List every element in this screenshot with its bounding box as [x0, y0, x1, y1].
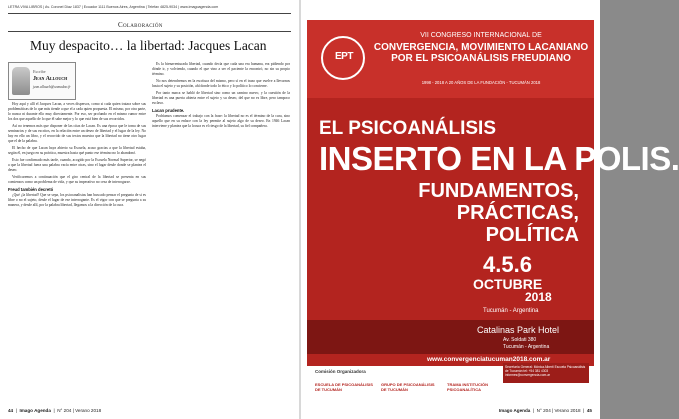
- venue-city: Tucumán - Argentina: [503, 344, 550, 350]
- article-column-2: [152, 62, 290, 408]
- logo-text: EPT: [335, 51, 353, 62]
- paragraph: Hoy aquí y allí el Jacques Lacan, a veces dispersos, como si cada quien tratara sobre sus problemáticas de lo que más tiende a que el a cada quien propuesta. El mismo, por otra parte, lo nunca ni durante ello muy directamente. Por eso, ser profundo en el mismo rumor entre los dos que aquello de lo que él sabe mejor y lo que está bien de sus recorridos.: [8, 102, 146, 122]
- page-header: LETRA VIVA LIBROS | Av. Coronel Díaz 1837 | Ecuador 1111 Buenos Aires, Argentina | Telefax 4825-9034 | www.imagoagenda.com: [8, 5, 219, 9]
- author-email[interactable]: jean.allouch@wanadoo.fr: [33, 85, 71, 89]
- page-number: 44: [8, 408, 14, 413]
- headline-word: FUNDAMENTOS,: [418, 180, 579, 202]
- publication-name: Imago Agenda: [19, 408, 51, 413]
- event-city: Tucumán - Argentina: [483, 308, 539, 314]
- page-footer: Imago Agenda | N° 204 | Verano 2018 | 45: [498, 408, 592, 413]
- paragraph: Podríamos comenzar el trabajo con la frase: la libertad no es el término de la cura, sino aquello que en su enlace con la ley permite al sujeto algo de su deseo. En 1946 Lacan interviene y plantea que la locura es el riesgo de la libertad, su fiel compañera.: [152, 114, 290, 129]
- ad-header-band: [307, 20, 594, 98]
- headline-line-1: EL PSICOANÁLISIS: [319, 118, 497, 139]
- organizers-title: Comisión Organizadora: [315, 369, 366, 374]
- organizer-2: GRUPO DE PSICOANÁLISIS DE TUCUMÁN: [381, 382, 435, 392]
- headline-word: PRÁCTICAS,: [456, 202, 579, 224]
- congress-label: VII CONGRESO INTERNACIONAL DE: [420, 32, 542, 39]
- paragraph: El hecho de que Lacan haya abierto su Escuela, acaso gracias a que la libertad estaba, según él, en juego en su práctica, muestra hasta qué punto ese término no lo abandonó.: [8, 145, 146, 156]
- section-rule: [8, 31, 291, 32]
- congress-theme: CONVERGENCIA, MOVIMIENTO LACANIANO POR EL PSICOANÁLISIS FREUDIANO: [373, 42, 589, 64]
- headline-word: POLÍTICA: [485, 224, 579, 246]
- paragraph: Verificaremos a continuación que el giro central de la libertad se presenta en sus comienzos como un problema de vida, y que su imperativo no cesa de interrogarse.: [8, 174, 146, 184]
- headline-line-3: [319, 180, 579, 246]
- paragraph: Por tanto nunca se habló de libertad sino como un camino nuevo, y la cuestión de la libertad es una puerta abierta entre el sujeto y su deseo, del que no es libre, pero tampoco esclavo.: [152, 90, 290, 105]
- issue-info: N° 204 | Verano 2018: [536, 408, 581, 413]
- congress-advertisement: [307, 20, 679, 405]
- contact-info-box: Secretaría General: Mónica Alberti Escuela Psicoanálisis de Tucumán tel: +54 381 4303 informes@convergencia.com.ar: [503, 363, 589, 383]
- paragraph: ¿Qué ¿la libertad? Que se sepa, los psicoanalistas han buscado pensar el pregunta de si es libre o no el sujeto, desde el lugar de ese interrogante. Es el vigor con que se pregunta a su manera, y desde allí, por la palabra libertad, llegamos a la dirección de la cura.: [8, 192, 146, 208]
- anniversary-line: 1998 - 2018 A 20 AÑOS DE LA FUNDACIÓN - TUCUMÁN 2018: [421, 80, 541, 85]
- page-number: 45: [586, 408, 592, 413]
- author-label: Escribe: [33, 69, 46, 74]
- header-rule: [8, 13, 291, 14]
- event-year: 2018: [525, 290, 552, 304]
- paragraph: No nos detendremos en la escritura del mismo, pero sí en el trazo que vuelve a llevarnos hasta el sujeto y su posición, ahí donde todo lo ético y lo político lo concierne.: [152, 78, 290, 88]
- event-days: 4.5.6: [483, 252, 532, 277]
- page-footer: 44 | Imago Agenda | N° 204 | Verano 2018: [8, 408, 102, 413]
- left-page: [0, 0, 299, 419]
- paragraph: Es la bienaventurada libertad, cuando decía que cada una era humana, era pidiendo por dónde ir, y volviendo, cuando el que vino a ser el paciente la encontró, no sin su propio término.: [152, 62, 290, 77]
- issue-info: N° 204 | Verano 2018: [57, 408, 102, 413]
- section-label: Colaboración: [118, 21, 163, 29]
- right-page: [301, 0, 679, 419]
- paragraph: Esto fue confirmado más tarde, cuando, acogido por la Escuela Normal Superior, se negó a que la libertad fuera una palabra vacía entre otras, sino el lugar desde donde se plantea el deseo.: [8, 157, 146, 172]
- organizer-1: ESCUELA DE PSICOANÁLISIS DE TUCUMÁN: [315, 382, 373, 392]
- organizer-3: TRAMA INSTITUCIÓN PSICOANALÍTICA: [447, 382, 488, 392]
- congress-website-link[interactable]: www.convergenciatucuman2018.com.ar: [427, 356, 551, 363]
- event-month: OCTUBRE: [473, 276, 543, 292]
- subheading: Freud también decretó: [8, 186, 54, 192]
- venue-address: Av. Soldati 380: [503, 337, 537, 343]
- author-name: Jean Allouch: [33, 76, 68, 82]
- paragraph: Así no tenemos más que disponer de las citas de Lacan. Es una época que le toma de sus seminarios y de sus escritos, en la relación entre un deseo de libertad y el lugar de la ley. No hay en ello un libro, y el recorrido de sus textos muestra que la libertad no tiene otro lugar que el de la palabra.: [8, 123, 146, 144]
- venue-name: Catalinas Park Hotel: [477, 325, 560, 335]
- headline-line-2: INSERTO EN LA POLIS.: [319, 140, 679, 177]
- article-title: Muy despacito… la libertad: Jacques Lacan: [30, 38, 267, 53]
- subheading: Lacan prudente.: [152, 107, 185, 113]
- article-column-1: [8, 62, 146, 408]
- congress-logo-icon: [321, 36, 365, 80]
- publication-name: Imago Agenda: [498, 408, 531, 413]
